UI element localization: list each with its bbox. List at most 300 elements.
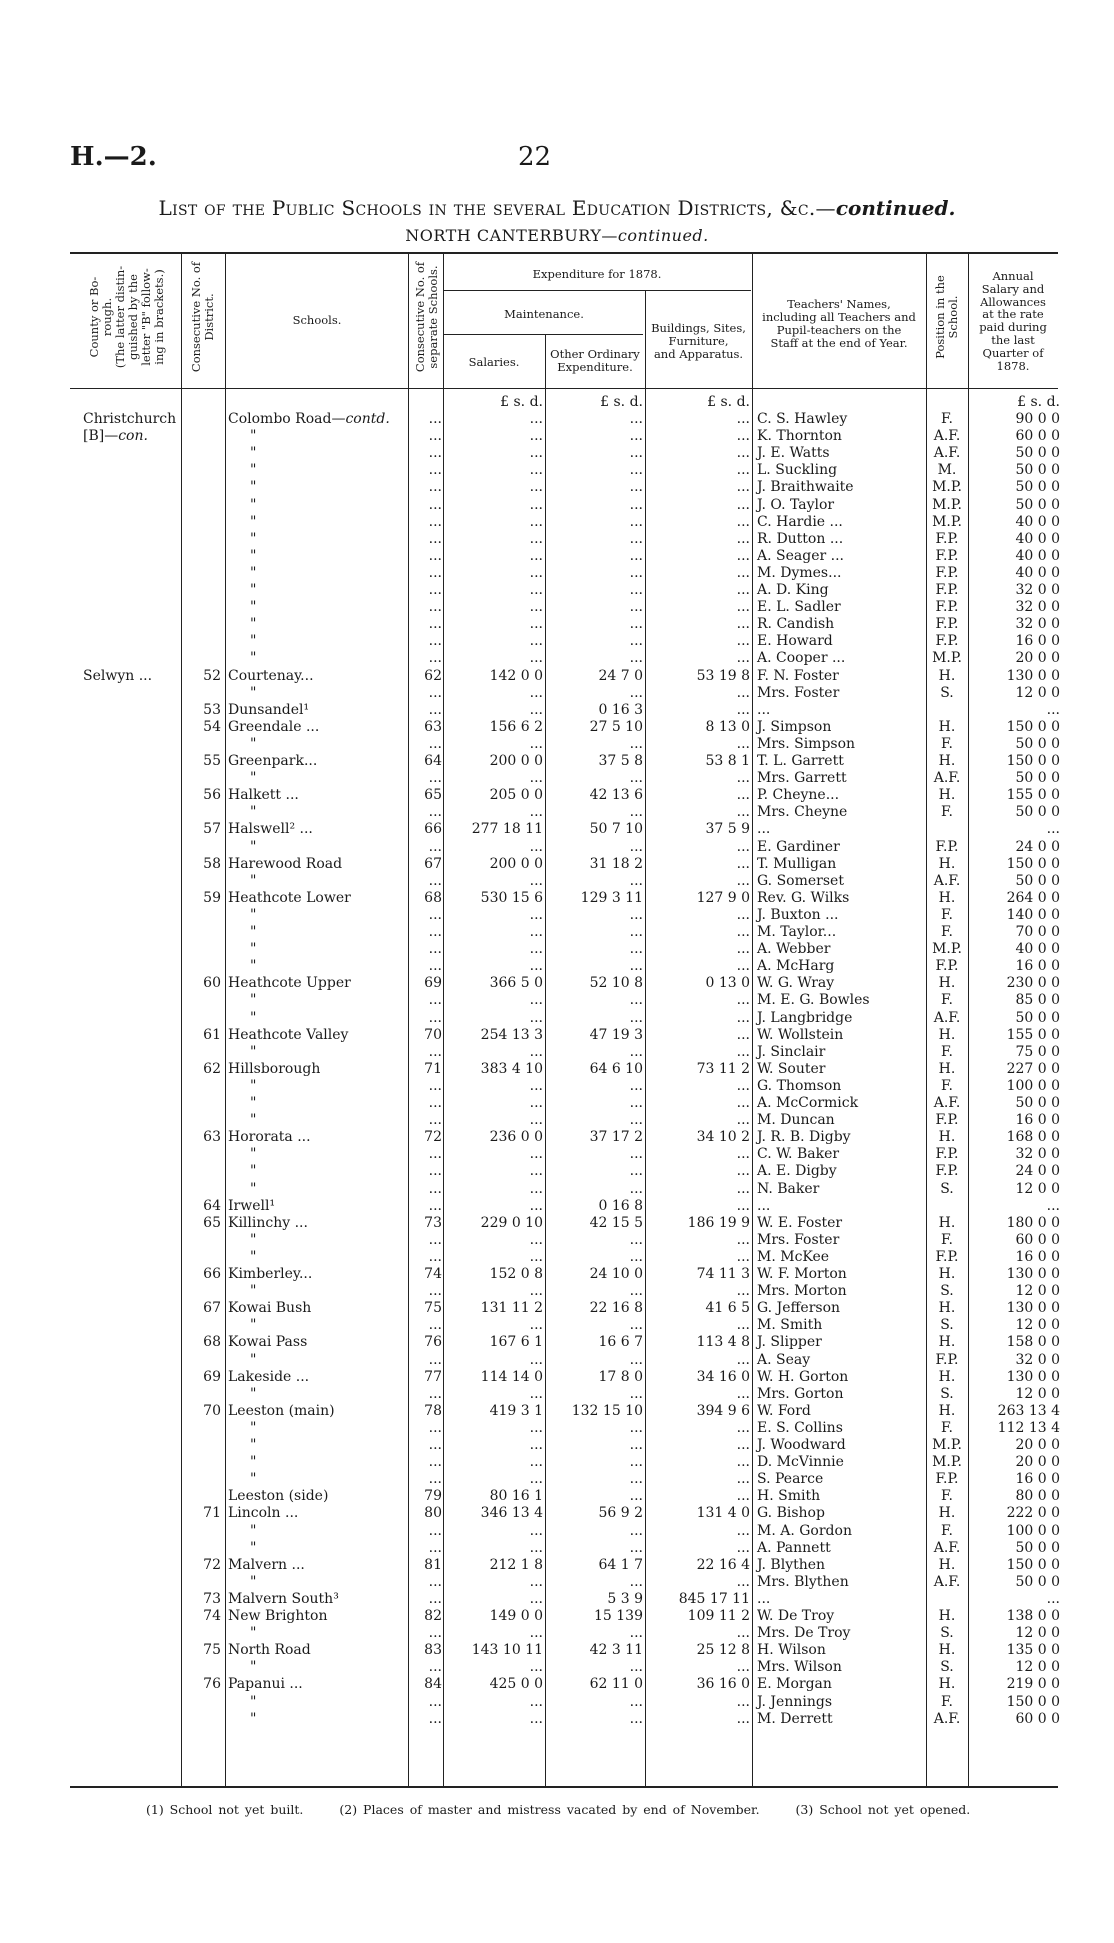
other-expenditure-cell: 27 5 10: [589, 718, 643, 735]
annual-salary-cell: 50 0 0: [1015, 479, 1060, 496]
buildings-cell: 8 13 0: [705, 718, 750, 735]
annual-salary-cell: 32 0 0: [1015, 582, 1060, 598]
annual-salary-cell: 138 0 0: [1006, 1608, 1060, 1624]
buildings-cell: 109 11 2: [687, 1608, 750, 1624]
teacher-name-cell: J. Jennings: [757, 1693, 832, 1710]
annual-salary-cell: 12 0 0: [1015, 1385, 1060, 1402]
position-cell: A.F.: [933, 770, 961, 787]
header-other-expenditure: Other Ordinary Expenditure.: [550, 347, 640, 374]
annual-salary-cell: 16 0 0: [1015, 1248, 1060, 1265]
other-expenditure-cell: ...: [629, 906, 643, 923]
subtitle-text: NORTH CANTERBURY—: [405, 226, 618, 245]
position-cell: A.F.: [933, 1573, 961, 1590]
annual-salary-cell: 16 0 0: [1015, 958, 1060, 975]
annual-salary-cell: 32 0 0: [1015, 1146, 1060, 1163]
position-cell: A.F.: [933, 445, 961, 462]
buildings-cell: ...: [736, 1693, 750, 1710]
teacher-name-cell: A. Webber: [757, 941, 831, 958]
school-cell: ": [250, 1009, 257, 1026]
separate-no-cell: ...: [428, 496, 442, 513]
position-cell: S.: [940, 1659, 954, 1676]
position-cell: M.P.: [932, 1437, 962, 1453]
separate-no-cell: ...: [428, 1317, 442, 1334]
teacher-name-cell: P. Cheyne...: [757, 787, 840, 804]
annual-salary-cell: 50 0 0: [1015, 735, 1060, 752]
position-cell: F.: [941, 735, 953, 752]
annual-salary-cell: 230 0 0: [1006, 975, 1060, 992]
school-cell: ": [250, 547, 257, 564]
teacher-name-cell: H. Smith: [757, 1488, 821, 1505]
separate-no-cell: 65: [424, 787, 442, 804]
annual-salary-cell: 150 0 0: [1006, 718, 1060, 735]
position-cell: H.: [938, 1334, 956, 1351]
other-expenditure-cell: ...: [629, 1180, 643, 1197]
school-cell: ": [250, 1317, 257, 1334]
school-cell: ": [250, 496, 257, 513]
buildings-cell: ...: [736, 872, 750, 889]
other-expenditure-cell: ...: [629, 547, 643, 564]
annual-salary-cell: 12 0 0: [1015, 1625, 1060, 1642]
other-expenditure-cell: ...: [629, 1488, 643, 1505]
other-expenditure-cell: ...: [629, 1419, 643, 1436]
separate-no-cell: ...: [428, 701, 442, 718]
teacher-name-cell: J. R. B. Digby: [757, 1129, 851, 1146]
other-expenditure-cell: ...: [629, 1659, 643, 1676]
separate-no-cell: ...: [428, 1522, 442, 1539]
buildings-cell: ...: [736, 735, 750, 752]
school-cell: Heathcote Upper: [228, 975, 351, 992]
page-number: 22: [518, 142, 552, 172]
position-cell: M.P.: [932, 1454, 962, 1471]
district-no-cell: 74: [203, 1608, 221, 1624]
buildings-cell: 113 4 8: [696, 1334, 750, 1351]
col-rule-3: [408, 254, 409, 1786]
annual-salary-cell: 40 0 0: [1015, 513, 1060, 530]
separate-no-cell: 68: [424, 889, 442, 906]
teacher-name-cell: N. Baker: [757, 1180, 820, 1197]
teacher-name-cell: Mrs. Simpson: [757, 735, 856, 752]
other-expenditure-cell: 42 13 6: [589, 787, 643, 804]
salaries-cell: 149 0 0: [489, 1608, 543, 1624]
salaries-cell: ...: [529, 1197, 543, 1214]
buildings-cell: ...: [736, 513, 750, 530]
buildings-cell: ...: [736, 564, 750, 581]
other-expenditure-cell: ...: [629, 992, 643, 1009]
school-cell: ": [250, 1693, 257, 1710]
annual-salary-cell: 50 0 0: [1015, 872, 1060, 889]
buildings-cell: ...: [736, 1026, 750, 1043]
teacher-name-cell: J. Buxton ...: [757, 906, 839, 923]
annual-salary-cell: 50 0 0: [1015, 462, 1060, 479]
other-expenditure-cell: 0 16 3: [598, 701, 643, 718]
school-cell: Kowai Pass: [228, 1334, 308, 1351]
other-expenditure-cell: ...: [629, 582, 643, 598]
other-expenditure-cell: ...: [629, 496, 643, 513]
school-cell: ": [250, 1095, 257, 1111]
school-cell: ": [250, 462, 257, 479]
header-maintenance: Maintenance.: [504, 307, 584, 321]
separate-no-cell: ...: [428, 599, 442, 616]
other-expenditure-cell: 37 17 2: [589, 1129, 643, 1146]
other-expenditure-cell: 37 5 8: [598, 753, 643, 769]
district-no-cell: 71: [203, 1505, 221, 1522]
district-no-cell: 55: [203, 753, 221, 769]
teacher-name-cell: Mrs. De Troy: [757, 1625, 851, 1642]
annual-salary-cell: 227 0 0: [1006, 1060, 1060, 1077]
buildings-cell: ...: [736, 1163, 750, 1180]
separate-no-cell: ...: [428, 1283, 442, 1300]
table-bottom-rule: [70, 1786, 1058, 1788]
school-cell: ": [250, 872, 257, 889]
other-expenditure-cell: ...: [629, 650, 643, 667]
salaries-cell: ...: [529, 1163, 543, 1180]
separate-no-cell: ...: [428, 1163, 442, 1180]
header-annual-salary: Annual Salary and Allowances at the rate paid during the last Quarter of 1878.: [979, 269, 1047, 373]
salaries-cell: ...: [529, 445, 543, 462]
separate-no-cell: 73: [424, 1214, 442, 1231]
annual-salary-cell: 130 0 0: [1006, 1368, 1060, 1385]
col-rule-6: [645, 290, 646, 1786]
other-expenditure-cell: 62 11 0: [589, 1676, 643, 1693]
position-cell: F.P.: [935, 1112, 959, 1129]
salaries-cell: 212 1 8: [489, 1556, 543, 1573]
teacher-name-cell: A. E. Digby: [757, 1163, 837, 1180]
school-cell: Hillsborough: [228, 1060, 321, 1077]
annual-salary-cell: 150 0 0: [1006, 1693, 1060, 1710]
other-expenditure-cell: ...: [629, 1573, 643, 1590]
other-expenditure-cell: 42 3 11: [589, 1642, 643, 1659]
position-cell: F.: [941, 1693, 953, 1710]
school-cell: ": [250, 1419, 257, 1436]
other-expenditure-cell: ...: [629, 445, 643, 462]
other-expenditure-cell: ...: [629, 735, 643, 752]
buildings-cell: 34 16 0: [696, 1368, 750, 1385]
school-cell: Leeston (main): [228, 1402, 335, 1419]
position-cell: H.: [938, 1676, 956, 1693]
header-separate-no: Consecutive No. of separate Schools.: [413, 261, 440, 373]
teacher-name-cell: J. Langbridge: [757, 1009, 853, 1026]
teacher-name-cell: H. Wilson: [757, 1642, 826, 1659]
school-cell: ": [250, 1231, 257, 1248]
district-no-cell: 59: [203, 889, 221, 906]
buildings-cell: 22 16 4: [696, 1556, 750, 1573]
annual-salary-cell: 32 0 0: [1015, 1351, 1060, 1368]
school-cell: ": [250, 1522, 257, 1539]
buildings-cell: ...: [736, 1710, 750, 1727]
separate-no-cell: 78: [424, 1402, 442, 1419]
separate-no-cell: ...: [428, 564, 442, 581]
units-annual: £ s. d.: [1017, 394, 1060, 410]
school-cell: Halkett ...: [228, 787, 299, 804]
header-teachers: Teachers' Names, including all Teachers and Pupil-teachers on the Staff at the end of Year.: [762, 297, 916, 350]
school-cell: Malvern ...: [228, 1556, 305, 1573]
buildings-cell: ...: [736, 1385, 750, 1402]
teacher-name-cell: ...: [757, 701, 771, 718]
separate-no-cell: ...: [428, 428, 442, 445]
teacher-name-cell: J. Simpson: [757, 718, 832, 735]
buildings-cell: ...: [736, 479, 750, 496]
salaries-cell: ...: [529, 906, 543, 923]
buildings-cell: 186 19 9: [687, 1214, 750, 1231]
school-cell: Irwell¹: [228, 1197, 276, 1214]
district-no-cell: 63: [203, 1129, 221, 1146]
buildings-cell: ...: [736, 599, 750, 616]
buildings-cell: ...: [736, 650, 750, 667]
salaries-cell: ...: [529, 1317, 543, 1334]
buildings-cell: 845 17 11: [678, 1590, 750, 1607]
annual-salary-cell: 150 0 0: [1006, 753, 1060, 769]
salaries-cell: ...: [529, 1710, 543, 1727]
position-cell: M.P.: [932, 513, 962, 530]
salaries-cell: 142 0 0: [489, 667, 543, 684]
school-cell: Greendale ...: [228, 718, 320, 735]
annual-salary-cell: ...: [1046, 701, 1060, 718]
teacher-name-cell: ...: [757, 821, 771, 838]
teacher-name-cell: S. Pearce: [757, 1471, 824, 1488]
salaries-cell: ...: [529, 1146, 543, 1163]
teacher-name-cell: W. Ford: [757, 1402, 811, 1419]
position-cell: H.: [938, 1060, 956, 1077]
other-expenditure-cell: ...: [629, 616, 643, 633]
separate-no-cell: ...: [428, 1231, 442, 1248]
position-cell: A.F.: [933, 1539, 961, 1556]
separate-no-cell: ...: [428, 1248, 442, 1265]
position-cell: F.: [941, 906, 953, 923]
teacher-name-cell: Mrs. Morton: [757, 1283, 847, 1300]
position-cell: H.: [938, 1368, 956, 1385]
separate-no-cell: 76: [424, 1334, 442, 1351]
district-no-cell: 61: [203, 1026, 221, 1043]
annual-salary-cell: 150 0 0: [1006, 855, 1060, 872]
other-expenditure-cell: ...: [629, 838, 643, 855]
school-cell: Hororata ...: [228, 1129, 311, 1146]
separate-no-cell: 81: [424, 1556, 442, 1573]
other-expenditure-cell: ...: [629, 684, 643, 701]
other-expenditure-cell: 132 15 10: [571, 1402, 643, 1419]
school-cell: ": [250, 958, 257, 975]
position-cell: F.P.: [935, 547, 959, 564]
teacher-name-cell: M. Taylor...: [757, 924, 837, 940]
salaries-cell: ...: [529, 1043, 543, 1060]
other-expenditure-cell: ...: [629, 1317, 643, 1334]
teacher-name-cell: W. Wollstein: [757, 1026, 844, 1043]
school-cell: Greenpark...: [228, 753, 318, 769]
buildings-cell: ...: [736, 1625, 750, 1642]
annual-salary-cell: 32 0 0: [1015, 599, 1060, 616]
teacher-name-cell: E. Howard: [757, 633, 833, 650]
buildings-cell: ...: [736, 1112, 750, 1129]
buildings-cell: 0 13 0: [705, 975, 750, 992]
school-cell: ": [250, 1385, 257, 1402]
buildings-cell: ...: [736, 1197, 750, 1214]
school-cell: Malvern South³: [228, 1590, 339, 1607]
position-cell: F.: [941, 411, 953, 427]
separate-no-cell: ...: [428, 650, 442, 667]
col-rule-9: [968, 254, 969, 1786]
school-cell: Kimberley...: [228, 1266, 313, 1282]
position-cell: S.: [940, 1385, 954, 1402]
salaries-cell: ...: [529, 616, 543, 633]
school-cell: ": [250, 1625, 257, 1642]
separate-no-cell: 62: [424, 667, 442, 684]
annual-salary-cell: ...: [1046, 1197, 1060, 1214]
school-cell: ": [250, 582, 257, 598]
salaries-cell: 200 0 0: [489, 753, 543, 769]
separate-no-cell: ...: [428, 906, 442, 923]
salaries-cell: 419 3 1: [489, 1402, 543, 1419]
teacher-name-cell: A. Cooper ...: [757, 650, 846, 667]
buildings-cell: ...: [736, 701, 750, 718]
teacher-name-cell: W. H. Gorton: [757, 1368, 849, 1385]
buildings-cell: 127 9 0: [696, 889, 750, 906]
footnote-3: (3) School not yet opened.: [795, 1802, 971, 1817]
other-expenditure-cell: ...: [629, 1454, 643, 1471]
salaries-cell: ...: [529, 1095, 543, 1111]
school-cell: New Brighton: [228, 1608, 328, 1624]
salaries-cell: 254 13 3: [480, 1026, 543, 1043]
position-cell: F.P.: [935, 582, 959, 598]
buildings-cell: ...: [736, 770, 750, 787]
header-county: County or Bo- rough. (The latter distin- guished by the letter "B" follow- ing in brackets.): [87, 265, 166, 369]
school-cell: ": [250, 1471, 257, 1488]
salaries-cell: ...: [529, 462, 543, 479]
buildings-cell: ...: [736, 411, 750, 427]
separate-no-cell: ...: [428, 735, 442, 752]
buildings-cell: ...: [736, 1283, 750, 1300]
buildings-cell: ...: [736, 462, 750, 479]
teacher-name-cell: W. G. Wray: [757, 975, 835, 992]
salaries-cell: 152 0 8: [489, 1266, 543, 1282]
annual-salary-cell: 100 0 0: [1006, 1522, 1060, 1539]
salaries-cell: ...: [529, 1659, 543, 1676]
separate-no-cell: ...: [428, 1437, 442, 1453]
school-cell: Courtenay...: [228, 667, 314, 684]
position-cell: F.: [941, 1488, 953, 1505]
separate-no-cell: ...: [428, 1625, 442, 1642]
teacher-name-cell: W. E. Foster: [757, 1214, 843, 1231]
annual-salary-cell: 20 0 0: [1015, 650, 1060, 667]
annual-salary-cell: 12 0 0: [1015, 1659, 1060, 1676]
school-cell: Papanui ...: [228, 1676, 303, 1693]
other-expenditure-cell: ...: [629, 1539, 643, 1556]
other-expenditure-cell: ...: [629, 1146, 643, 1163]
other-expenditure-cell: ...: [629, 924, 643, 940]
salaries-cell: 530 15 6: [480, 889, 543, 906]
annual-salary-cell: 20 0 0: [1015, 1454, 1060, 1471]
district-no-cell: 67: [203, 1300, 221, 1317]
position-cell: H.: [938, 1214, 956, 1231]
annual-salary-cell: 50 0 0: [1015, 496, 1060, 513]
page-identifier: H.—2.: [70, 142, 157, 172]
separate-no-cell: ...: [428, 530, 442, 547]
salaries-cell: ...: [529, 582, 543, 598]
teacher-name-cell: A. Pannett: [757, 1539, 831, 1556]
contd-marker: contd.: [345, 411, 390, 427]
header-bottom-rule: [70, 388, 1058, 389]
school-cell: ": [250, 479, 257, 496]
annual-salary-cell: 16 0 0: [1015, 1471, 1060, 1488]
separate-no-cell: 72: [424, 1129, 442, 1146]
header-expenditure: Expenditure for 1878.: [532, 267, 662, 281]
position-cell: H.: [938, 1266, 956, 1282]
salaries-cell: 200 0 0: [489, 855, 543, 872]
separate-no-cell: ...: [428, 924, 442, 940]
separate-no-cell: ...: [428, 1180, 442, 1197]
separate-no-cell: 66: [424, 821, 442, 838]
salaries-cell: ...: [529, 924, 543, 940]
position-cell: A.F.: [933, 872, 961, 889]
school-cell: ": [250, 650, 257, 667]
buildings-cell: ...: [736, 616, 750, 633]
annual-salary-cell: 75 0 0: [1015, 1043, 1060, 1060]
col-rule-8: [926, 254, 927, 1786]
school-cell: Harewood Road: [228, 855, 343, 872]
other-expenditure-cell: ...: [629, 1437, 643, 1453]
salaries-cell: ...: [529, 1283, 543, 1300]
col-rule-1: [181, 254, 182, 1786]
other-expenditure-cell: 24 7 0: [598, 667, 643, 684]
annual-salary-cell: 40 0 0: [1015, 547, 1060, 564]
header-schools: Schools.: [292, 313, 342, 327]
other-expenditure-cell: 24 10 0: [589, 1266, 643, 1282]
teacher-name-cell: Rev. G. Wilks: [757, 889, 850, 906]
other-expenditure-cell: ...: [629, 1625, 643, 1642]
separate-no-cell: ...: [428, 1710, 442, 1727]
page-title: [0, 196, 1114, 220]
position-cell: H.: [938, 1556, 956, 1573]
annual-salary-cell: ...: [1046, 821, 1060, 838]
annual-salary-cell: 50 0 0: [1015, 1573, 1060, 1590]
annual-salary-cell: 158 0 0: [1006, 1334, 1060, 1351]
salaries-cell: ...: [529, 1625, 543, 1642]
other-expenditure-cell: ...: [629, 462, 643, 479]
teacher-name-cell: R. Candish: [757, 616, 835, 633]
annual-salary-cell: 12 0 0: [1015, 1180, 1060, 1197]
district-no-cell: 53: [203, 701, 221, 718]
col-rule-5: [545, 334, 546, 1786]
other-expenditure-cell: ...: [629, 1471, 643, 1488]
position-cell: F.P.: [935, 1163, 959, 1180]
separate-no-cell: 80: [424, 1505, 442, 1522]
separate-no-cell: 74: [424, 1266, 442, 1282]
position-cell: H.: [938, 787, 956, 804]
separate-no-cell: ...: [428, 1573, 442, 1590]
separate-no-cell: ...: [428, 1419, 442, 1436]
con-marker: con.: [118, 428, 148, 445]
salaries-cell: ...: [529, 1248, 543, 1265]
annual-salary-cell: 100 0 0: [1006, 1077, 1060, 1094]
separate-no-cell: 75: [424, 1300, 442, 1317]
buildings-cell: ...: [736, 1043, 750, 1060]
salaries-cell: ...: [529, 770, 543, 787]
district-no-cell: 57: [203, 821, 221, 838]
school-cell: ": [250, 1351, 257, 1368]
buildings-cell: 41 6 5: [705, 1300, 750, 1317]
school-cell: ": [250, 1163, 257, 1180]
buildings-cell: ...: [736, 1659, 750, 1676]
annual-salary-cell: 155 0 0: [1006, 1026, 1060, 1043]
position-cell: H.: [938, 667, 956, 684]
other-expenditure-cell: ...: [629, 428, 643, 445]
annual-salary-cell: 12 0 0: [1015, 684, 1060, 701]
separate-no-cell: ...: [428, 684, 442, 701]
teacher-name-cell: G. Somerset: [757, 872, 844, 889]
school-cell: ": [250, 992, 257, 1009]
teacher-name-cell: W. Souter: [757, 1060, 826, 1077]
buildings-cell: 74 11 3: [696, 1266, 750, 1282]
school-cell: North Road: [228, 1642, 311, 1659]
school-cell: ": [250, 838, 257, 855]
